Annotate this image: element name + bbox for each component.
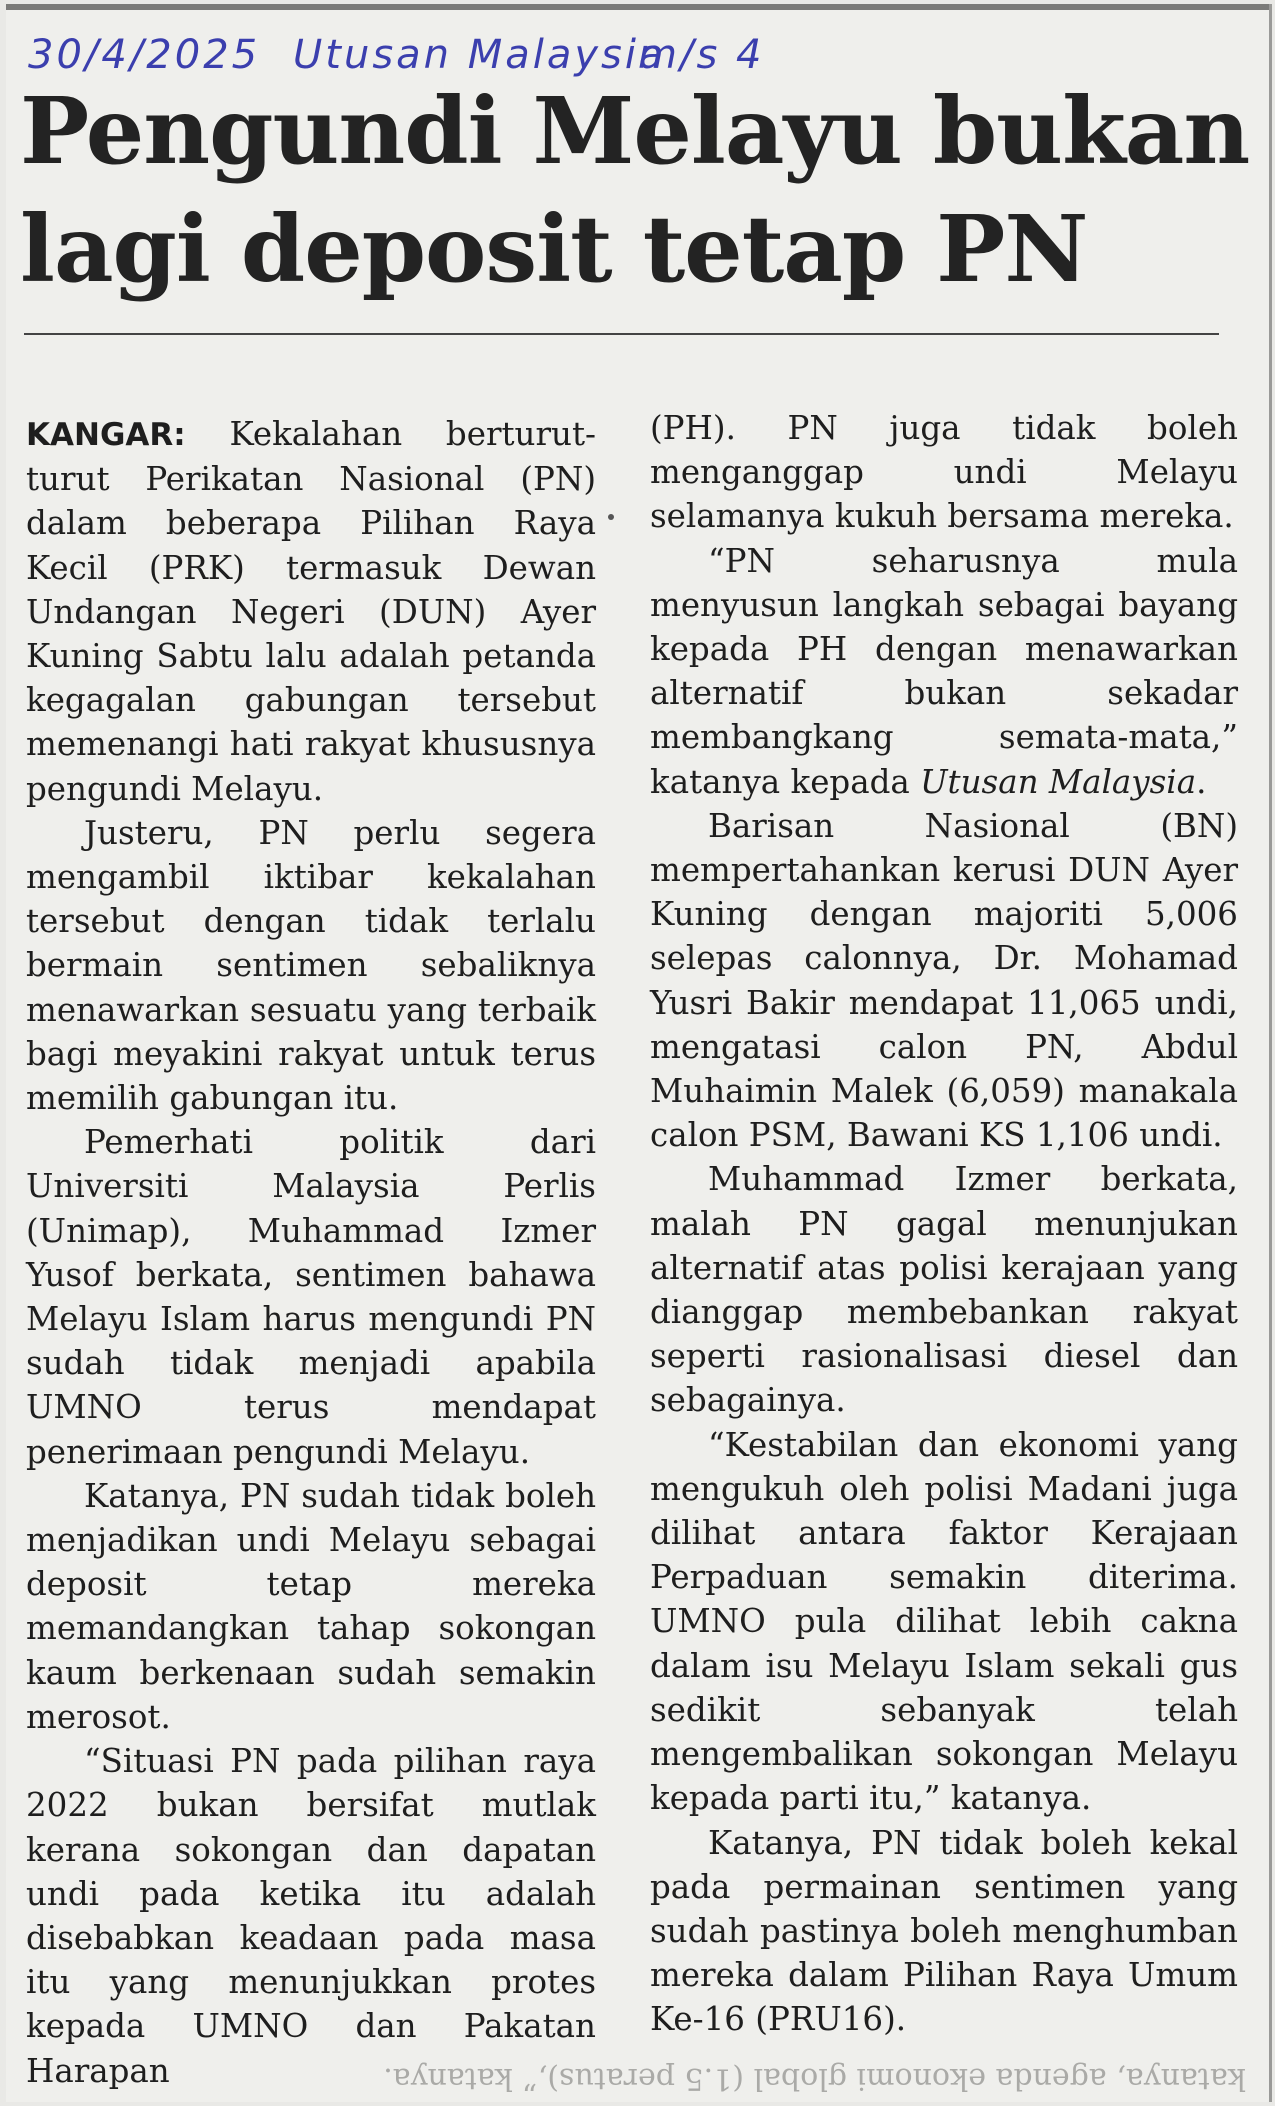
paragraph: (PH). PN juga tidak boleh menganggap undi Melayu selamanya kukuh bersama mereka. bbox=[650, 409, 1238, 536]
bleed-through-text: katanya, agenda ekonomi global (1.5 peratus),” katanya. bbox=[383, 2061, 1246, 2096]
paragraph-end: . bbox=[1196, 762, 1207, 801]
paragraph: “Kestabilan dan ekonomi yang mengukuh oleh polisi Madani juga dilihat antara faktor Kerajaan Perpaduan semakin diterima. UMNO pula dilihat lebih cakna dalam isu Melayu Islam sekali gus sedikit sebanyak telah mengembalikan sokongan Melayu kepada parti itu,” katanya. bbox=[650, 1425, 1238, 1818]
paragraph: Justeru, PN perlu segera mengambil iktibar kekalahan tersebut dengan tidak terlalu bermain sentimen sebaliknya menawarkan sesuatu yang terbaik bagi meyakini rakyat untuk terus memilih gabungan itu. bbox=[26, 813, 596, 1118]
paragraph: “Situasi PN pada pilihan raya 2022 bukan bersifat mutlak kerana sokongan dan dapatan undi pada ketika itu adalah disebabkan keadaan pada masa itu yang menunjukkan protes kepada UMNO dan Pakatan Harapan bbox=[26, 1742, 596, 2090]
article-column-1 bbox=[26, 412, 596, 2093]
paragraph: Barisan Nasional (BN) mempertahankan kerusi DUN Ayer Kuning dengan majoriti 5,006 selepas calonnya, Dr. Mohamad Yusri Bakir mendapat 11,065 undi, mengatasi calon PN, Abdul Muhaimin Malek (6,059) manakala calon PSM, Bawani KS 1,106 undi. bbox=[650, 806, 1238, 1155]
headline-divider bbox=[24, 333, 1219, 335]
publication-name: Utusan Malaysia bbox=[920, 762, 1197, 801]
dateline: KANGAR: bbox=[26, 417, 186, 453]
handnote-date: 30/4/2025 bbox=[28, 32, 261, 78]
handnote-paper: Utusan Malaysia bbox=[293, 32, 667, 78]
paragraph-text: “PN seharusnya mula menyusun langkah sebagai bayang kepada PH dengan menawarkan alternatif bukan sekadar membangkang semata-mata,” katanya kepada bbox=[650, 541, 1238, 801]
paragraph: Katanya, PN tidak boleh kekal pada permainan sentimen yang sudah pastinya boleh menghumban mereka dalam Pilihan Raya Umum Ke-16 (PRU16). bbox=[650, 1823, 1238, 2039]
paragraph bbox=[26, 412, 596, 811]
newspaper-clipping bbox=[6, 4, 1272, 2102]
article-column-2 bbox=[650, 406, 1238, 2042]
paragraph: Muhammad Izmer berkata, malah PN gagal menunjukan alternatif atas polisi kerajaan yang dianggap membebankan rakyat seperti rasionalisasi diesel dan sebagainya. bbox=[650, 1160, 1238, 1420]
paragraph-text: Kekalahan berturut-turut Perikatan Nasional (PN) dalam beberapa Pilihan Raya Kecil (PRK) termasuk Dewan Undangan Negeri (DUN) Ayer Kuning Sabtu lalu adalah petanda kegagalan gabungan tersebut memenangi hati rakyat khususnya pengundi Melayu. bbox=[26, 415, 596, 808]
top-border bbox=[6, 4, 1269, 10]
handnote-page: m/s 4 bbox=[638, 32, 765, 78]
paragraph bbox=[650, 539, 1238, 804]
column-dot bbox=[608, 514, 614, 520]
paragraph: Katanya, PN sudah tidak boleh menjadikan undi Melayu sebagai deposit tetap mereka memandangkan tahap sokongan kaum berkenaan sudah semakin merosot. bbox=[26, 1476, 596, 1736]
paragraph: Pemerhati politik dari Universiti Malaysia Perlis (Unimap), Muhammad Izmer Yusof berkata, sentimen bahawa Melayu Islam harus mengundi PN sudah tidak menjadi apabila UMNO terus mendapat penerimaan pengundi Melayu. bbox=[26, 1123, 596, 1471]
headline: Pengundi Melayu bukan lagi deposit tetap PN bbox=[20, 77, 1250, 303]
